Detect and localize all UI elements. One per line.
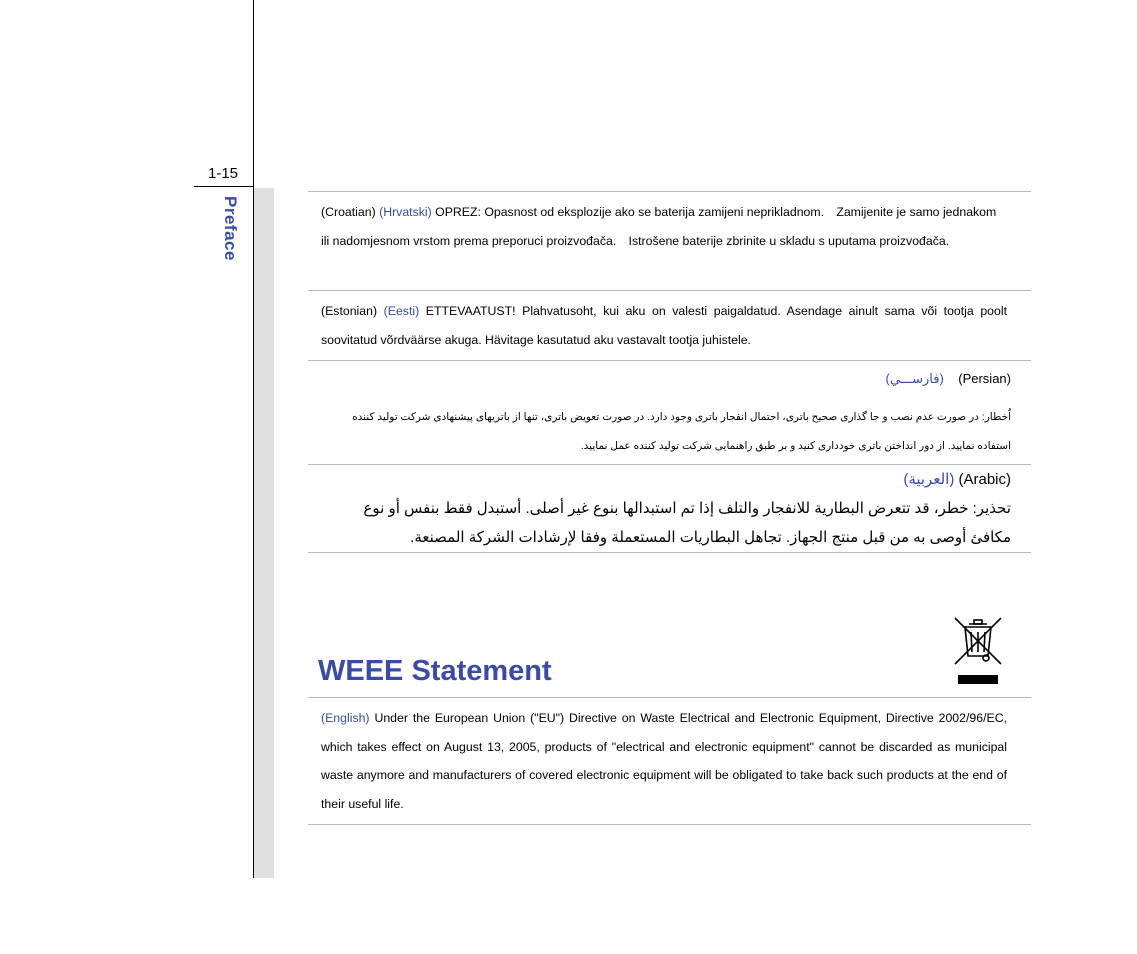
persian-text: اُخطار: در صورت عدم نصب و جا گذاری صحیح باتری، احتمال انفجار باتری وجود دارد. در صورت تعویض باتری، تنها از باتریهای پیشنهادی شرکت تولید کننده استفاده نمایید. از دور انداختن باتری خودداری کنید و بر طبق راهنمایی شرکت تولید کننده عمل نمایید. xyxy=(352,411,1011,452)
estonian-native-label: (Eesti) xyxy=(383,304,420,318)
weee-english-label: (English) xyxy=(321,711,370,725)
croatian-label: (Croatian) xyxy=(321,205,376,219)
arabic-heading xyxy=(321,470,1011,488)
divider xyxy=(308,290,1031,291)
arabic-native-label: (العربية) xyxy=(903,471,955,488)
weee-text: Under the European Union ("EU") Directive on Waste Electrical and Electronic Equipment, Directive 2002/96/EC, which takes effect on August 13, 2005, products of "electrical and electronic equipment" cannot be discarded as municipal waste anymore and manufacturers of covered electronic equipment will be obligated to take back such products at the end of their useful life. xyxy=(321,711,1007,811)
croatian-native-label: (Hrvatski) xyxy=(379,205,432,219)
weee-paragraph xyxy=(321,704,1007,818)
page-number: 1-15 xyxy=(208,165,239,182)
arabic-label: (Arabic) xyxy=(958,471,1011,488)
divider xyxy=(308,191,1031,192)
page-number-underline xyxy=(194,186,254,187)
sidebar-strip xyxy=(254,188,274,878)
persian-label: (Persian) xyxy=(958,371,1011,386)
divider xyxy=(308,464,1031,465)
croatian-text: OPREZ: Opasnost od eksplozije ako se baterija zamijeni neprikladnom. Zamijenite je samo jednakom ili nadomjesnom vrstom prema preporuci proizvođača. Istrošene baterije zbrinite u skladu s uputama proizvođača. xyxy=(321,205,997,248)
estonian-label: (Estonian) xyxy=(321,304,378,318)
divider xyxy=(308,697,1031,698)
estonian-text: ETTEVAATUST! Plahvatusoht, kui aku on valesti paigaldatud. Asendage ainult sama või tootja poolt soovitatud võrdväärse akuga. Hävitage kasutatud aku vastavalt tootja juhistele. xyxy=(321,304,1007,347)
divider xyxy=(308,552,1031,553)
section-label: Preface xyxy=(221,196,240,261)
persian-heading xyxy=(321,371,1011,387)
persian-native-label: (فارســـي) xyxy=(885,371,944,386)
arabic-text: تحذير: خطر، قد تتعرض البطارية للانفجار والتلف إذا تم استبدالها بنوع غير أصلى. أستبدل فقط بنفس أو نوع مكافئ أوصى به من قبل منتج الجهاز. تجاهل البطاريات المستعملة وفقا لإرشادات الشركة المصنعة. xyxy=(363,500,1011,546)
divider xyxy=(308,824,1031,825)
crossed-out-wheelie-bin-icon xyxy=(953,616,1003,686)
divider xyxy=(308,360,1031,361)
estonian-paragraph xyxy=(321,297,1007,354)
croatian-paragraph xyxy=(321,198,1007,255)
weee-title: WEEE Statement xyxy=(318,655,552,687)
